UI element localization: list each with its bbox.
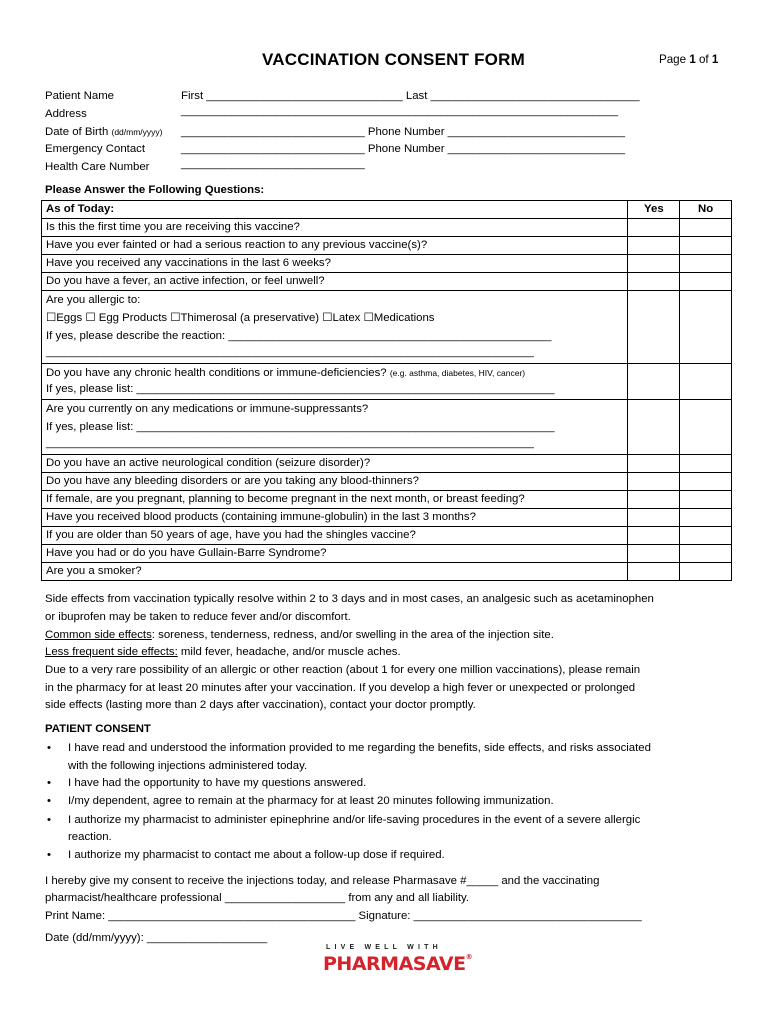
no-cell[interactable] xyxy=(680,364,732,400)
side-effects-line-2: or ibuprofen may be taken to reduce fever and/or discomfort. xyxy=(45,611,351,623)
no-cell[interactable] xyxy=(680,473,732,491)
question-14: Are you a smoker? xyxy=(42,563,628,581)
table-row xyxy=(42,473,732,491)
address-field[interactable]: _____________________________________________________________________ xyxy=(181,105,619,117)
bullet: • xyxy=(47,777,51,789)
table-row xyxy=(42,273,732,291)
question-11: Have you received blood products (containing immune-globulin) in the last 3 months? xyxy=(42,509,628,527)
yes-cell[interactable] xyxy=(628,545,680,563)
questions-table xyxy=(41,200,732,581)
logo-registered-mark: ® xyxy=(465,953,473,961)
as-of-today: As of Today: xyxy=(42,201,628,219)
yes-cell[interactable] xyxy=(628,291,680,364)
logo-tagline: LIVE WELL WITH xyxy=(326,944,442,951)
allergy-options[interactable]: ☐Eggs ☐ Egg Products ☐Thimerosal (a preservative) ☐Latex ☐Medications xyxy=(46,312,435,324)
table-row xyxy=(42,545,732,563)
yes-cell[interactable] xyxy=(628,491,680,509)
less-frequent-text: mild fever, headache, and/or muscle aches. xyxy=(177,646,401,658)
dob-format: (dd/mm/yyyy) xyxy=(111,127,163,137)
less-frequent-side-effects xyxy=(45,646,401,658)
table-row xyxy=(42,364,732,400)
address-label: Address xyxy=(45,108,87,120)
yes-cell[interactable] xyxy=(628,563,680,581)
logo-name: PHARMASAVE xyxy=(323,953,466,975)
patient-name-label: Patient Name xyxy=(45,90,115,102)
question-10: If female, are you pregnant, planning to become pregnant in the next month, or breast feeding? xyxy=(42,491,628,509)
table-row xyxy=(42,563,732,581)
table-row xyxy=(42,201,732,219)
no-cell[interactable] xyxy=(680,291,732,364)
question-4: Do you have a fever, an active infection, or feel unwell? xyxy=(42,273,628,291)
question-8: Do you have an active neurological condition (seizure disorder)? xyxy=(42,455,628,473)
yes-cell[interactable] xyxy=(628,509,680,527)
table-row xyxy=(42,237,732,255)
table-row xyxy=(42,291,732,364)
consent-item-1-cont: with the following injections administered today. xyxy=(68,760,308,772)
patient-consent-heading: PATIENT CONSENT xyxy=(45,723,151,735)
question-12: If you are older than 50 years of age, have you had the shingles vaccine? xyxy=(42,527,628,545)
question-2: Have you ever fainted or had a serious reaction to any previous vaccine(s)? xyxy=(42,237,628,255)
allergy-describe[interactable]: If yes, please describe the reaction: ___________________________________________________ xyxy=(46,330,552,342)
no-cell[interactable] xyxy=(680,455,732,473)
table-row xyxy=(42,255,732,273)
table-row xyxy=(42,491,732,509)
page-of: of xyxy=(695,53,712,66)
bullet: • xyxy=(47,814,51,826)
emergency-contact-label: Emergency Contact xyxy=(45,143,146,155)
pharmasave-logo xyxy=(323,953,472,975)
yes-cell[interactable] xyxy=(628,237,680,255)
yes-cell[interactable] xyxy=(628,219,680,237)
page-total: 1 xyxy=(711,53,719,66)
yes-cell[interactable] xyxy=(628,473,680,491)
question-6-main: Do you have any chronic health conditions or immune-deficiencies? xyxy=(46,367,387,379)
bullet: • xyxy=(47,742,51,754)
dob-label-text: Date of Birth xyxy=(45,126,109,138)
question-6 xyxy=(42,364,628,400)
health-card-label: Health Care Number xyxy=(45,161,150,173)
form-title: VACCINATION CONSENT FORM xyxy=(262,50,525,69)
date-field[interactable]: Date (dd/mm/yyyy): ___________________ xyxy=(45,932,268,944)
question-3: Have you received any vaccinations in the last 6 weeks? xyxy=(42,255,628,273)
common-side-effects-label: Common side effects xyxy=(45,629,152,641)
question-7 xyxy=(42,400,628,455)
table-row xyxy=(42,509,732,527)
conditions-list-field[interactable]: If yes, please list: __________________________________________________________________ xyxy=(46,383,555,395)
consent-statement-line-1[interactable]: I hereby give my consent to receive the injections today, and release Pharmasave #_____ and the vaccinating xyxy=(45,875,600,887)
no-cell[interactable] xyxy=(680,563,732,581)
consent-item-2: I have had the opportunity to have my questions answered. xyxy=(68,777,367,789)
no-cell[interactable] xyxy=(680,545,732,563)
no-cell[interactable] xyxy=(680,509,732,527)
page-number: 1 xyxy=(689,53,696,66)
no-cell[interactable] xyxy=(680,219,732,237)
yes-cell[interactable] xyxy=(628,273,680,291)
yes-cell[interactable] xyxy=(628,255,680,273)
no-header: No xyxy=(680,201,732,219)
health-card-field[interactable]: _____________________________ xyxy=(181,158,365,170)
no-cell[interactable] xyxy=(680,255,732,273)
question-7-text: Are you currently on any medications or immune-suppressants? xyxy=(46,403,369,415)
questions-heading: Please Answer the Following Questions: xyxy=(45,184,265,196)
allergy-describe-line[interactable]: _____________________________________________________________________________ xyxy=(46,346,534,358)
bullet: • xyxy=(47,795,51,807)
no-cell[interactable] xyxy=(680,273,732,291)
side-effects-line-1: Side effects from vaccination typically resolve within 2 to 3 days and in most cases, an analgesic such as acetaminophen xyxy=(45,593,654,605)
question-9: Do you have any bleeding disorders or are you taking any blood-thinners? xyxy=(42,473,628,491)
reaction-notice-line-2: in the pharmacy for at least 20 minutes after your vaccination. If you develop a high fever or unexpected or prolonged xyxy=(45,682,636,694)
consent-item-4: I authorize my pharmacist to administer epinephrine and/or life-saving procedures in the event of a severe allergic xyxy=(68,814,641,826)
yes-header: Yes xyxy=(628,201,680,219)
consent-item-4-cont: reaction. xyxy=(68,831,112,843)
table-row xyxy=(42,400,732,455)
less-frequent-label: Less frequent side effects: xyxy=(45,646,178,658)
reaction-notice-line-1: Due to a very rare possibility of an allergic or other reaction (about 1 for every one million vaccinations), please remain xyxy=(45,664,641,676)
question-6-example: (e.g. asthma, diabetes, HIV, cancer) xyxy=(389,368,526,378)
question-13: Have you had or do you have Gullain-Barre Syndrome? xyxy=(42,545,628,563)
print-name-signature-field[interactable]: Print Name: _______________________________________ Signature: ____________________________________ xyxy=(45,910,642,922)
question-1: Is this the first time you are receiving this vaccine? xyxy=(42,219,628,237)
no-cell[interactable] xyxy=(680,491,732,509)
table-row xyxy=(42,527,732,545)
table-row xyxy=(42,455,732,473)
medications-list-field[interactable]: If yes, please list: __________________________________________________________________ xyxy=(46,421,555,433)
consent-item-1: I have read and understood the information provided to me regarding the benefits, side effects, and risks associated xyxy=(68,742,651,754)
no-cell[interactable] xyxy=(680,527,732,545)
consent-statement-line-2[interactable]: pharmacist/healthcare professional ___________________ from any and all liability. xyxy=(45,892,470,904)
reaction-notice-line-3: side effects (lasting more than 2 days after vaccination), contact your doctor promptly. xyxy=(45,699,476,711)
question-6-text xyxy=(46,364,623,382)
bullet: • xyxy=(47,849,51,861)
common-side-effects xyxy=(45,629,554,641)
dob-phone-field[interactable]: _____________________________ Phone Number ____________________________ xyxy=(181,126,626,138)
no-cell[interactable] xyxy=(680,237,732,255)
dob-label xyxy=(45,126,162,138)
yes-cell[interactable] xyxy=(628,364,680,400)
yes-cell[interactable] xyxy=(628,455,680,473)
question-5 xyxy=(42,291,628,364)
table-row xyxy=(42,219,732,237)
question-5-text: Are you allergic to: xyxy=(46,294,141,306)
common-side-effects-text: : soreness, tenderness, redness, and/or swelling in the area of the injection site. xyxy=(151,629,554,641)
patient-name-field[interactable]: First _______________________________ Last _________________________________ xyxy=(181,90,640,102)
page-indicator xyxy=(659,53,718,66)
yes-cell[interactable] xyxy=(628,527,680,545)
yes-cell[interactable] xyxy=(628,400,680,455)
medications-list-line[interactable]: _____________________________________________________________________________ xyxy=(46,437,534,449)
emergency-contact-field[interactable]: _____________________________ Phone Number ____________________________ xyxy=(181,143,626,155)
page-prefix: Page xyxy=(659,53,690,66)
consent-item-5: I authorize my pharmacist to contact me about a follow-up dose if required. xyxy=(68,849,445,861)
no-cell[interactable] xyxy=(680,400,732,455)
consent-item-3: I/my dependent, agree to remain at the pharmacy for at least 20 minutes following immunization. xyxy=(68,795,554,807)
